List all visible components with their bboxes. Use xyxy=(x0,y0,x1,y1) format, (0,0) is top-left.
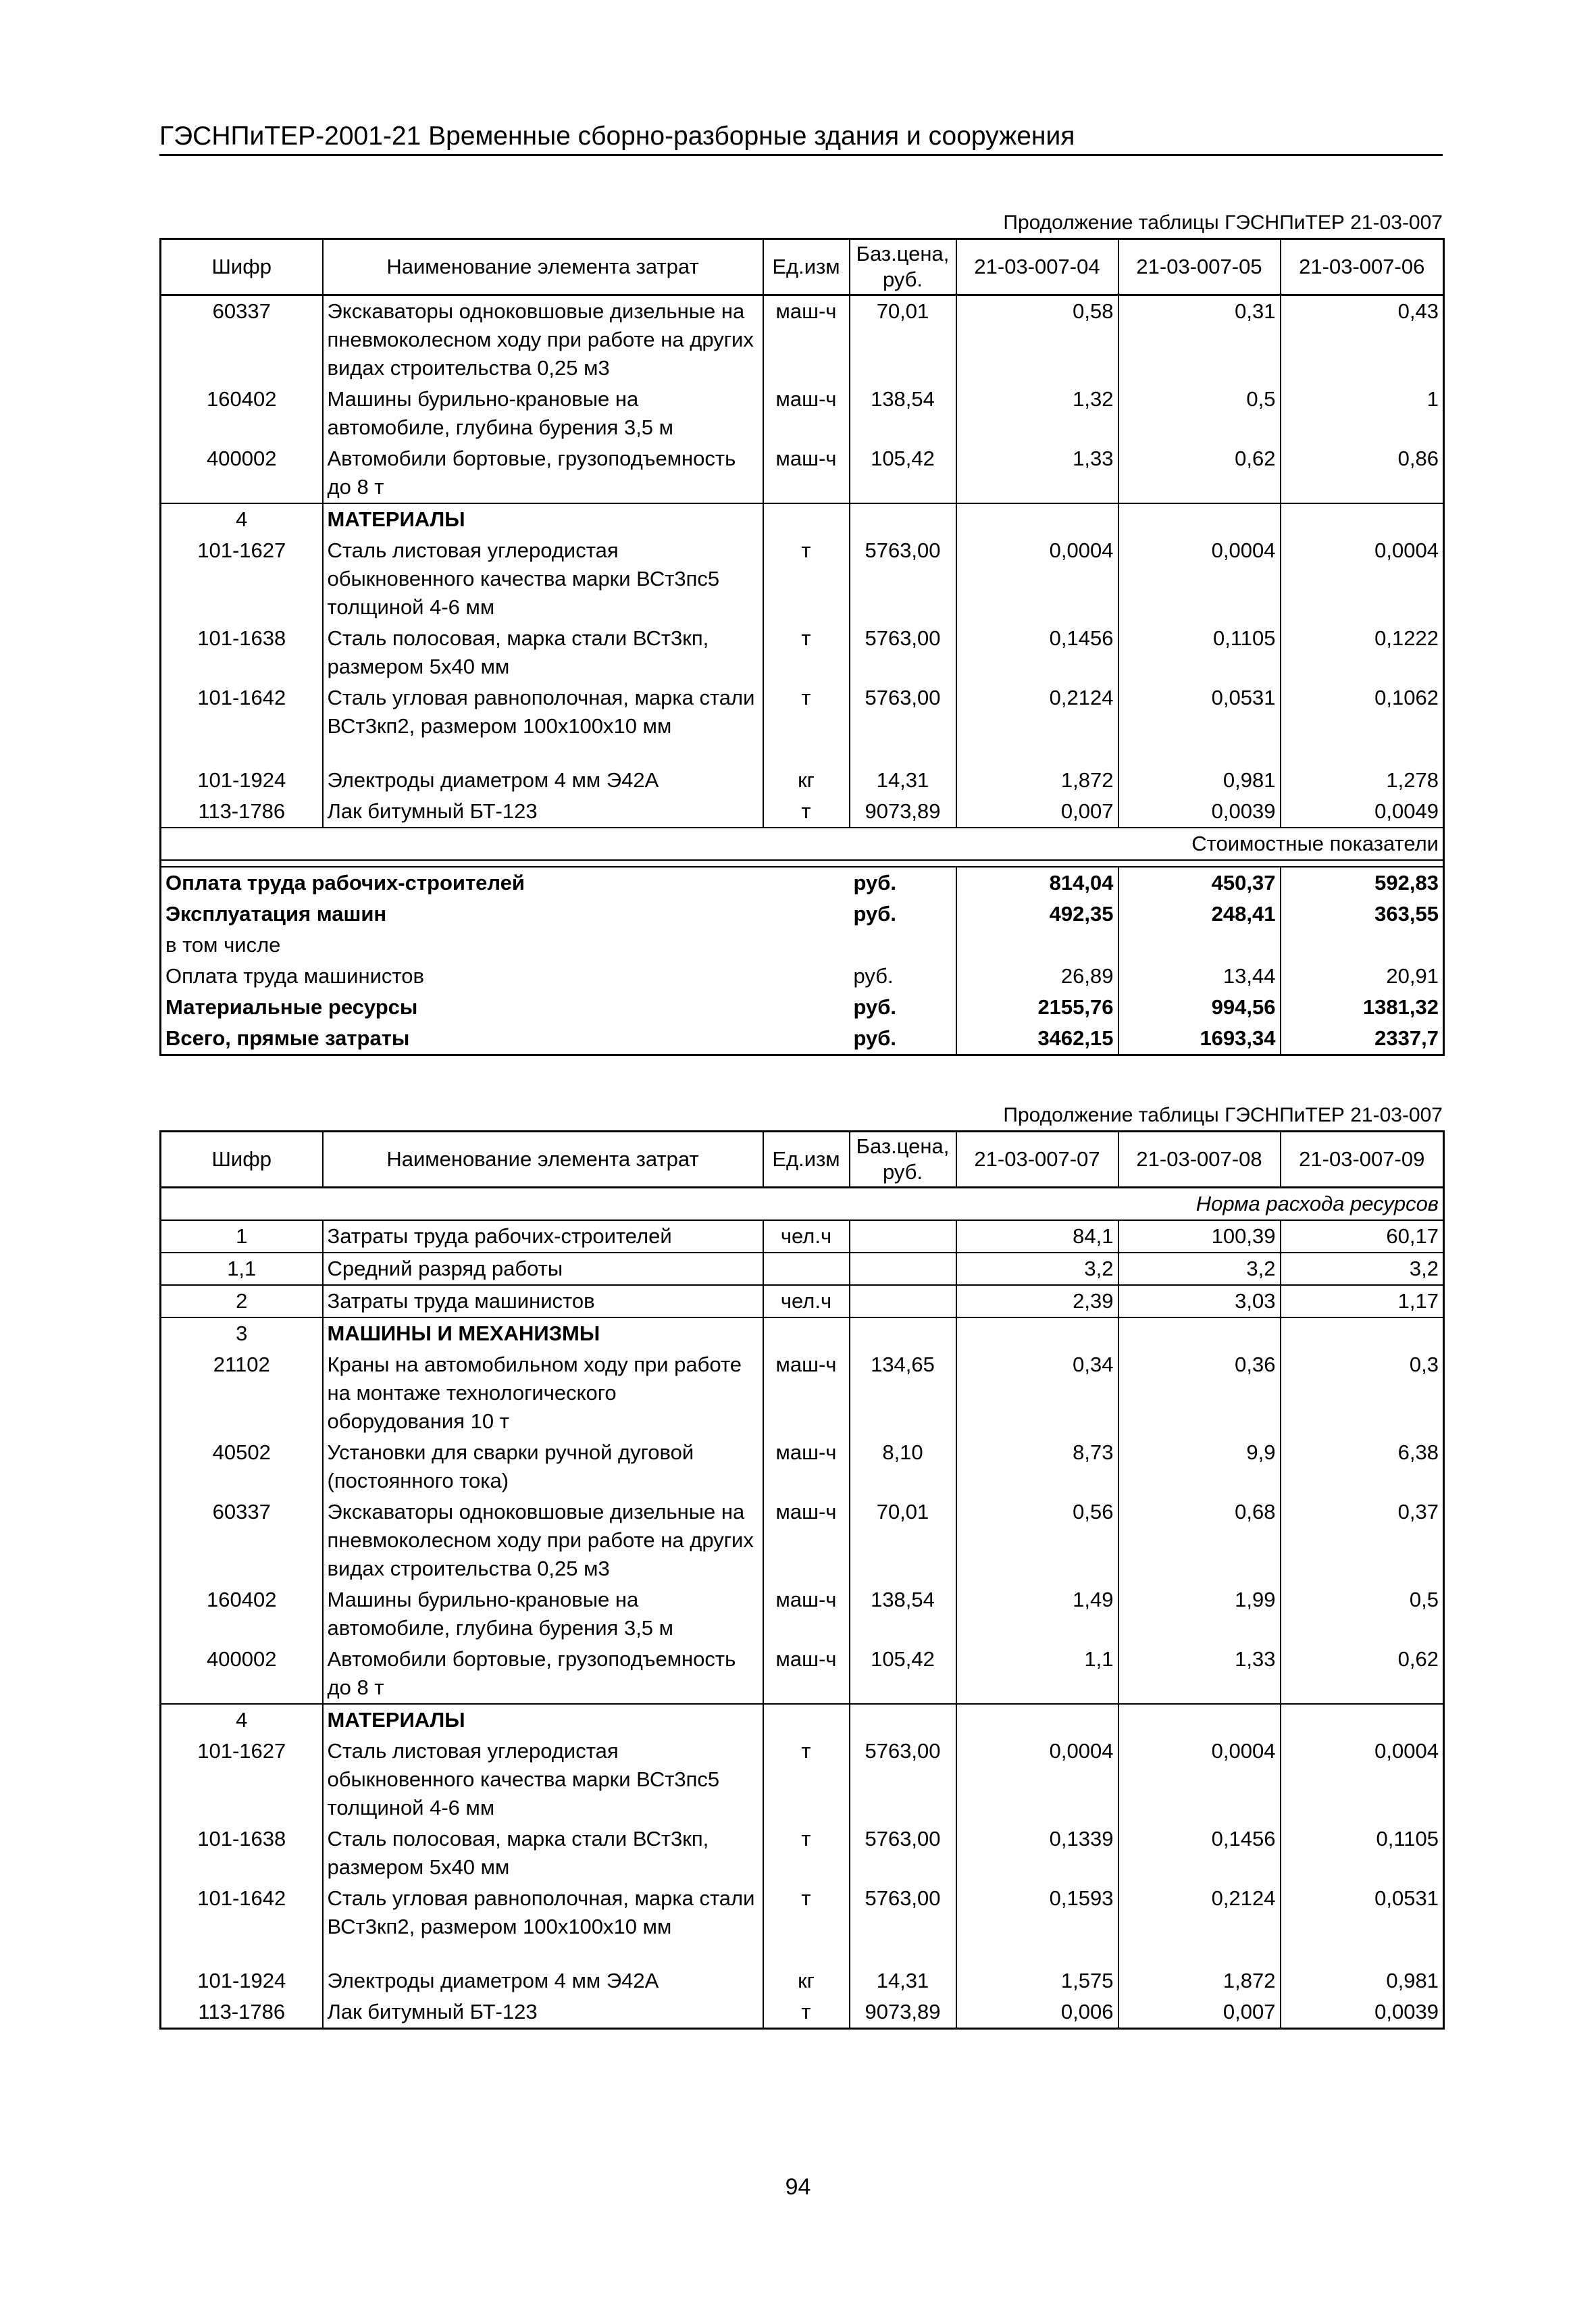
row-value: 0,2124 xyxy=(956,682,1118,742)
cost-value: 20,91 xyxy=(1281,961,1444,992)
cost-name: Всего, прямые затраты xyxy=(161,1023,850,1055)
row-code: 101-1642 xyxy=(161,1883,323,1942)
row-value: 3,2 xyxy=(1118,1253,1281,1285)
row-name: Электроды диаметром 4 мм Э42А xyxy=(323,1965,763,1996)
cost-value: 1693,34 xyxy=(1118,1023,1281,1055)
row-value xyxy=(956,1317,1118,1349)
row-value: 1,1 xyxy=(956,1644,1118,1704)
row-value xyxy=(1118,1317,1281,1349)
row-unit: маш-ч xyxy=(763,443,850,503)
row-code: 101-1924 xyxy=(161,1965,323,1996)
row-value: 0,007 xyxy=(1118,1996,1281,2029)
row-name: Сталь полосовая, марка стали ВСт3кп, размером 5х40 мм xyxy=(323,1823,763,1883)
table-row xyxy=(161,623,1444,682)
row-value: 60,17 xyxy=(1281,1220,1444,1253)
row-name: МАТЕРИАЛЫ xyxy=(323,1704,763,1736)
spacer-cell xyxy=(161,860,1444,867)
row-unit: чел.ч xyxy=(763,1285,850,1317)
row-unit: т xyxy=(763,1823,850,1883)
col-norm: 21-03-007-07 xyxy=(956,1132,1118,1188)
row-price: 5763,00 xyxy=(850,623,956,682)
row-price: 5763,00 xyxy=(850,535,956,623)
spacer-cell xyxy=(1118,1942,1281,1965)
cost-value: 3462,15 xyxy=(956,1023,1118,1055)
row-value: 0,1456 xyxy=(1118,1823,1281,1883)
cost-unit xyxy=(850,930,956,961)
row-value: 1,49 xyxy=(956,1584,1118,1644)
row-value: 100,39 xyxy=(1118,1220,1281,1253)
cost-value: 814,04 xyxy=(956,867,1118,899)
row-name: Сталь угловая равнополочная, марка стали ВСт3кп2, размером 100х100х10 мм xyxy=(323,1883,763,1942)
spacer-row xyxy=(161,1942,1444,1965)
norm-section-label: Норма расхода ресурсов xyxy=(161,1188,1444,1221)
row-name: Машины бурильно-крановые на автомобиле, глубина бурения 3,5 м xyxy=(323,384,763,443)
row-value: 0,1105 xyxy=(1118,623,1281,682)
row-code: 160402 xyxy=(161,384,323,443)
row-code: 101-1627 xyxy=(161,535,323,623)
row-unit: т xyxy=(763,1996,850,2029)
table-row xyxy=(161,1704,1444,1736)
row-value: 0,36 xyxy=(1118,1349,1281,1437)
cost-row xyxy=(161,867,1444,899)
table-caption: Продолжение таблицы ГЭСНПиТЕР 21-03-007 xyxy=(1003,211,1443,234)
row-name: Установки для сварки ручной дуговой (постоянного тока) xyxy=(323,1437,763,1496)
row-value: 3,03 xyxy=(1118,1285,1281,1317)
cost-value: 1381,32 xyxy=(1281,992,1444,1023)
row-unit: чел.ч xyxy=(763,1220,850,1253)
cost-value: 248,41 xyxy=(1118,899,1281,930)
row-price xyxy=(850,1317,956,1349)
row-price: 9073,89 xyxy=(850,1996,956,2029)
row-code: 400002 xyxy=(161,443,323,503)
row-price xyxy=(850,1253,956,1285)
row-price: 70,01 xyxy=(850,295,956,384)
row-price: 9073,89 xyxy=(850,796,956,828)
cost-unit: руб. xyxy=(850,961,956,992)
row-value: 1,872 xyxy=(956,765,1118,796)
table-row xyxy=(161,1349,1444,1437)
col-price: Баз.цена, руб. xyxy=(850,239,956,295)
cost-value: 592,83 xyxy=(1281,867,1444,899)
row-value: 3,2 xyxy=(1281,1253,1444,1285)
cost-value: 26,89 xyxy=(956,961,1118,992)
col-code: Шифр xyxy=(161,1132,323,1188)
spacer-cell xyxy=(161,742,323,765)
cost-value xyxy=(1281,930,1444,961)
row-value: 0,0004 xyxy=(1118,1736,1281,1823)
row-name: Сталь угловая равнополочная, марка стали ВСт3кп2, размером 100х100х10 мм xyxy=(323,682,763,742)
resource-table-2 xyxy=(159,1130,1445,2030)
row-value: 1,17 xyxy=(1281,1285,1444,1317)
row-code: 160402 xyxy=(161,1584,323,1644)
row-code: 60337 xyxy=(161,295,323,384)
row-unit: маш-ч xyxy=(763,384,850,443)
row-name: Сталь листовая углеродистая обыкновенного качества марки ВСт3пс5 толщиной 4-6 мм xyxy=(323,535,763,623)
row-unit: маш-ч xyxy=(763,1644,850,1704)
row-value: 0,5 xyxy=(1281,1584,1444,1644)
row-value: 0,34 xyxy=(956,1349,1118,1437)
row-code: 113-1786 xyxy=(161,1996,323,2029)
col-code: Шифр xyxy=(161,239,323,295)
cost-value: 13,44 xyxy=(1118,961,1281,992)
row-unit: маш-ч xyxy=(763,1584,850,1644)
row-value: 1,99 xyxy=(1118,1584,1281,1644)
row-value xyxy=(1118,1704,1281,1736)
row-price: 105,42 xyxy=(850,1644,956,1704)
row-name: Затраты труда машинистов xyxy=(323,1285,763,1317)
row-value: 1 xyxy=(1281,384,1444,443)
row-price: 134,65 xyxy=(850,1349,956,1437)
spacer-cell xyxy=(1281,742,1444,765)
row-code: 40502 xyxy=(161,1437,323,1496)
cost-name: Оплата труда рабочих-строителей xyxy=(161,867,850,899)
cost-section-label: Стоимостные показатели xyxy=(161,828,1444,860)
row-price: 5763,00 xyxy=(850,1883,956,1942)
row-code: 101-1924 xyxy=(161,765,323,796)
cost-value: 2337,7 xyxy=(1281,1023,1444,1055)
row-value xyxy=(1281,1704,1444,1736)
row-unit: т xyxy=(763,1736,850,1823)
row-code: 400002 xyxy=(161,1644,323,1704)
row-code: 21102 xyxy=(161,1349,323,1437)
row-value: 0,43 xyxy=(1281,295,1444,384)
row-code: 60337 xyxy=(161,1496,323,1584)
row-code: 101-1627 xyxy=(161,1736,323,1823)
table-row xyxy=(161,503,1444,535)
table-row xyxy=(161,1317,1444,1349)
row-value: 0,0004 xyxy=(1281,535,1444,623)
row-name: Автомобили бортовые, грузоподъемность до 8 т xyxy=(323,443,763,503)
table-row xyxy=(161,295,1444,384)
row-value: 0,0531 xyxy=(1118,682,1281,742)
row-value: 0,0004 xyxy=(1281,1736,1444,1823)
table-caption: Продолжение таблицы ГЭСНПиТЕР 21-03-007 xyxy=(1003,1104,1443,1126)
row-value: 0,0004 xyxy=(956,1736,1118,1823)
table-row xyxy=(161,765,1444,796)
row-value: 0,0039 xyxy=(1281,1996,1444,2029)
row-value: 0,1222 xyxy=(1281,623,1444,682)
row-price: 14,31 xyxy=(850,1965,956,1996)
table-row xyxy=(161,384,1444,443)
row-name: Автомобили бортовые, грузоподъемность до 8 т xyxy=(323,1644,763,1704)
row-price xyxy=(850,1220,956,1253)
row-value: 0,62 xyxy=(1118,443,1281,503)
cost-unit: руб. xyxy=(850,1023,956,1055)
section-row xyxy=(161,828,1444,860)
spacer-cell xyxy=(161,1942,323,1965)
row-price: 105,42 xyxy=(850,443,956,503)
cost-value xyxy=(1118,930,1281,961)
cost-name: в том числе xyxy=(161,930,850,961)
row-code: 1 xyxy=(161,1220,323,1253)
row-value: 0,0049 xyxy=(1281,796,1444,828)
cost-row xyxy=(161,992,1444,1023)
cost-row xyxy=(161,899,1444,930)
cost-unit: руб. xyxy=(850,899,956,930)
row-code: 2 xyxy=(161,1285,323,1317)
row-name: Затраты труда рабочих-строителей xyxy=(323,1220,763,1253)
row-code: 4 xyxy=(161,1704,323,1736)
row-name: Сталь полосовая, марка стали ВСт3кп, размером 5х40 мм xyxy=(323,623,763,682)
cost-unit: руб. xyxy=(850,867,956,899)
row-price: 5763,00 xyxy=(850,1823,956,1883)
table-row xyxy=(161,1644,1444,1704)
row-unit: т xyxy=(763,1883,850,1942)
row-value: 0,1593 xyxy=(956,1883,1118,1942)
row-value: 0,31 xyxy=(1118,295,1281,384)
row-value xyxy=(1281,1317,1444,1349)
row-value: 1,575 xyxy=(956,1965,1118,1996)
row-unit xyxy=(763,1704,850,1736)
table-row xyxy=(161,1883,1444,1942)
table-row xyxy=(161,682,1444,742)
row-value xyxy=(956,1704,1118,1736)
row-value: 0,86 xyxy=(1281,443,1444,503)
table-row xyxy=(161,535,1444,623)
table-row xyxy=(161,1996,1444,2029)
table-row xyxy=(161,1437,1444,1496)
row-price xyxy=(850,1704,956,1736)
row-value: 0,2124 xyxy=(1118,1883,1281,1942)
row-value: 3,2 xyxy=(956,1253,1118,1285)
resource-table-1 xyxy=(159,238,1445,1056)
col-unit: Ед.изм xyxy=(763,1132,850,1188)
table-row xyxy=(161,1823,1444,1883)
row-price xyxy=(850,503,956,535)
row-name: Средний разряд работы xyxy=(323,1253,763,1285)
row-value: 2,39 xyxy=(956,1285,1118,1317)
row-value: 0,006 xyxy=(956,1996,1118,2029)
row-value xyxy=(1281,503,1444,535)
row-code: 4 xyxy=(161,503,323,535)
row-value: 0,981 xyxy=(1281,1965,1444,1996)
row-unit: т xyxy=(763,682,850,742)
row-value: 0,1105 xyxy=(1281,1823,1444,1883)
row-price: 14,31 xyxy=(850,765,956,796)
col-name: Наименование элемента затрат xyxy=(323,1132,763,1188)
row-name: МАШИНЫ И МЕХАНИЗМЫ xyxy=(323,1317,763,1349)
row-value xyxy=(1118,503,1281,535)
section-row xyxy=(161,1188,1444,1221)
row-name: Сталь листовая углеродистая обыкновенного качества марки ВСт3пс5 толщиной 4-6 мм xyxy=(323,1736,763,1823)
row-name: МАТЕРИАЛЫ xyxy=(323,503,763,535)
col-norm: 21-03-007-06 xyxy=(1281,239,1444,295)
row-unit xyxy=(763,1253,850,1285)
row-value: 0,5 xyxy=(1118,384,1281,443)
cost-row xyxy=(161,930,1444,961)
table-row xyxy=(161,1220,1444,1253)
table-row xyxy=(161,796,1444,828)
table-row xyxy=(161,1965,1444,1996)
row-code: 101-1638 xyxy=(161,1823,323,1883)
cost-value: 2155,76 xyxy=(956,992,1118,1023)
row-price: 5763,00 xyxy=(850,1736,956,1823)
col-norm: 21-03-007-04 xyxy=(956,239,1118,295)
row-name: Машины бурильно-крановые на автомобиле, глубина бурения 3,5 м xyxy=(323,1584,763,1644)
row-value: 1,33 xyxy=(956,443,1118,503)
spacer-cell xyxy=(850,742,956,765)
table-row xyxy=(161,1736,1444,1823)
spacer-cell xyxy=(956,742,1118,765)
spacer-cell xyxy=(763,1942,850,1965)
spacer-cell xyxy=(1118,742,1281,765)
row-unit: кг xyxy=(763,765,850,796)
cost-name: Оплата труда машинистов xyxy=(161,961,850,992)
row-value: 0,58 xyxy=(956,295,1118,384)
row-unit: кг xyxy=(763,1965,850,1996)
spacer-cell xyxy=(956,1942,1118,1965)
row-code: 113-1786 xyxy=(161,796,323,828)
row-name: Лак битумный БТ-123 xyxy=(323,1996,763,2029)
cost-unit: руб. xyxy=(850,992,956,1023)
row-price: 8,10 xyxy=(850,1437,956,1496)
row-unit: т xyxy=(763,796,850,828)
row-value: 1,33 xyxy=(1118,1644,1281,1704)
table-row xyxy=(161,1285,1444,1317)
row-price: 70,01 xyxy=(850,1496,956,1584)
row-value: 0,0531 xyxy=(1281,1883,1444,1942)
row-name: Краны на автомобильном ходу при работе на монтаже технологического оборудования 10 т xyxy=(323,1349,763,1437)
col-price: Баз.цена, руб. xyxy=(850,1132,956,1188)
page-header: ГЭСНПиТЕР-2001-21 Временные сборно-разборные здания и сооружения xyxy=(159,120,1443,156)
cost-value: 492,35 xyxy=(956,899,1118,930)
col-norm: 21-03-007-08 xyxy=(1118,1132,1281,1188)
row-value: 1,872 xyxy=(1118,1965,1281,1996)
row-code: 3 xyxy=(161,1317,323,1349)
row-value: 0,62 xyxy=(1281,1644,1444,1704)
spacer-cell xyxy=(323,742,763,765)
cost-name: Эксплуатация машин xyxy=(161,899,850,930)
row-value: 0,0039 xyxy=(1118,796,1281,828)
row-value: 0,1456 xyxy=(956,623,1118,682)
cost-value: 994,56 xyxy=(1118,992,1281,1023)
row-value: 0,1062 xyxy=(1281,682,1444,742)
row-unit: маш-ч xyxy=(763,295,850,384)
row-value: 0,1339 xyxy=(956,1823,1118,1883)
page-number: 94 xyxy=(785,2174,811,2200)
table-row xyxy=(161,1496,1444,1584)
spacer-cell xyxy=(850,1942,956,1965)
spacer-cell xyxy=(323,1942,763,1965)
row-value: 6,38 xyxy=(1281,1437,1444,1496)
row-code: 101-1638 xyxy=(161,623,323,682)
cost-value: 363,55 xyxy=(1281,899,1444,930)
row-price: 138,54 xyxy=(850,384,956,443)
row-value: 0,37 xyxy=(1281,1496,1444,1584)
row-value: 1,278 xyxy=(1281,765,1444,796)
cost-row xyxy=(161,961,1444,992)
row-value: 0,0004 xyxy=(956,535,1118,623)
row-unit: маш-ч xyxy=(763,1496,850,1584)
col-name: Наименование элемента затрат xyxy=(323,239,763,295)
row-value: 0,3 xyxy=(1281,1349,1444,1437)
cost-row xyxy=(161,1023,1444,1055)
row-value: 0,007 xyxy=(956,796,1118,828)
cost-value xyxy=(956,930,1118,961)
row-value: 9,9 xyxy=(1118,1437,1281,1496)
row-unit: маш-ч xyxy=(763,1437,850,1496)
table-row xyxy=(161,443,1444,503)
spacer-cell xyxy=(763,742,850,765)
col-unit: Ед.изм xyxy=(763,239,850,295)
spacer-cell xyxy=(1281,1942,1444,1965)
row-value: 0,56 xyxy=(956,1496,1118,1584)
row-value: 1,32 xyxy=(956,384,1118,443)
row-unit xyxy=(763,1317,850,1349)
table-row xyxy=(161,1584,1444,1644)
cost-name: Материальные ресурсы xyxy=(161,992,850,1023)
row-value: 0,0004 xyxy=(1118,535,1281,623)
row-value xyxy=(956,503,1118,535)
row-code: 101-1642 xyxy=(161,682,323,742)
table-row xyxy=(161,1253,1444,1285)
row-value: 0,68 xyxy=(1118,1496,1281,1584)
row-name: Электроды диаметром 4 мм Э42А xyxy=(323,765,763,796)
spacer-row xyxy=(161,742,1444,765)
row-value: 84,1 xyxy=(956,1220,1118,1253)
row-price: 138,54 xyxy=(850,1584,956,1644)
col-norm: 21-03-007-05 xyxy=(1118,239,1281,295)
row-name: Экскаваторы одноковшовые дизельные на пневмоколесном ходу при работе на других видах строительства 0,25 м3 xyxy=(323,295,763,384)
row-unit: маш-ч xyxy=(763,1349,850,1437)
spacer-row xyxy=(161,860,1444,867)
row-unit: т xyxy=(763,623,850,682)
row-code: 1,1 xyxy=(161,1253,323,1285)
row-price: 5763,00 xyxy=(850,682,956,742)
col-norm: 21-03-007-09 xyxy=(1281,1132,1444,1188)
row-name: Лак битумный БТ-123 xyxy=(323,796,763,828)
row-price xyxy=(850,1285,956,1317)
row-value: 0,981 xyxy=(1118,765,1281,796)
row-name: Экскаваторы одноковшовые дизельные на пневмоколесном ходу при работе на других видах строительства 0,25 м3 xyxy=(323,1496,763,1584)
cost-value: 450,37 xyxy=(1118,867,1281,899)
row-unit: т xyxy=(763,535,850,623)
row-unit xyxy=(763,503,850,535)
row-value: 8,73 xyxy=(956,1437,1118,1496)
